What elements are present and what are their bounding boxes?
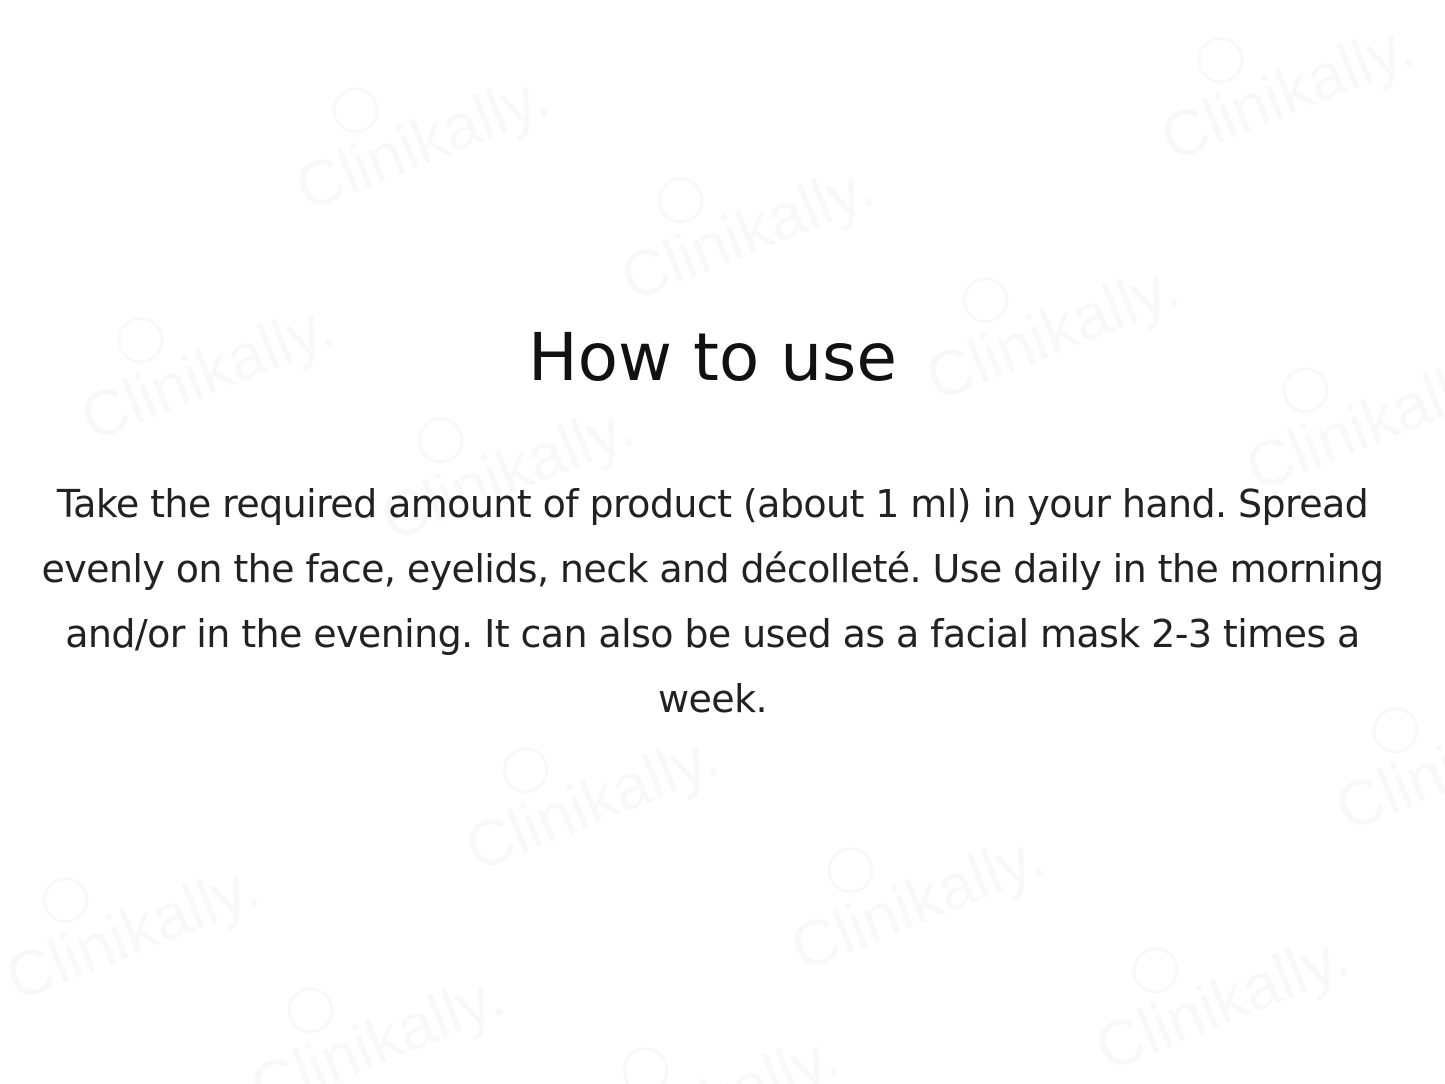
watermark-logo-icon xyxy=(411,410,471,470)
watermark-logo-icon xyxy=(651,170,711,230)
watermark xyxy=(560,981,849,1084)
watermark xyxy=(1135,0,1424,176)
watermark xyxy=(0,811,269,1016)
watermark xyxy=(765,781,1054,986)
watermark-logo-icon xyxy=(36,870,96,930)
watermark-logo-icon xyxy=(821,840,881,900)
watermark xyxy=(270,21,559,226)
watermark-logo-icon xyxy=(1126,940,1186,1000)
watermark-logo-icon xyxy=(616,1040,676,1084)
watermark-logo-icon xyxy=(1191,30,1251,90)
watermark-logo-icon xyxy=(326,80,386,140)
watermark xyxy=(595,111,884,316)
watermark-logo-icon xyxy=(496,740,556,800)
usage-instructions: Take the required amount of product (about 1 ml) in your hand. Spread evenly on the face, eyelids, neck and décolleté. Use daily in the morning and/or in the evening. It can also be used as a facial mask 2-3 times a week. xyxy=(41,482,1384,721)
watermark xyxy=(225,921,514,1084)
watermark-logo-icon xyxy=(281,980,341,1040)
watermark xyxy=(1070,881,1359,1084)
section-heading: How to use xyxy=(527,319,898,396)
